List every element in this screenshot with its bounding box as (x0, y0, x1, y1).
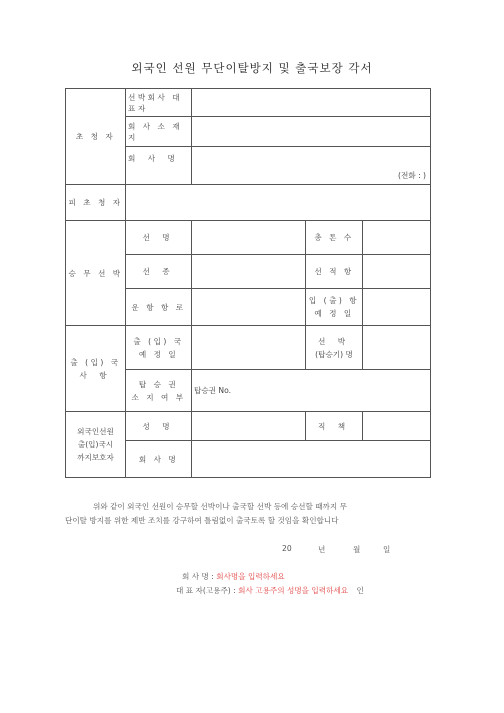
section-inviter: 초 청 자 (66, 89, 126, 185)
label-ship-name: 선 명 (126, 221, 192, 255)
label-route: 운 항 항 로 (126, 289, 192, 326)
label-company-name: 회 사 명 (126, 147, 192, 185)
label-port-date: 입 (출) 항 예 정 일 (306, 289, 363, 326)
field-guardian-name[interactable] (192, 412, 306, 441)
field-ship-type[interactable] (192, 255, 306, 289)
field-vessel-name[interactable] (363, 326, 431, 370)
label-guardian-company: 회 사 명 (126, 441, 192, 478)
field-guardian-company[interactable] (192, 441, 431, 478)
section-immigration: 출 (입) 국 사 항 (66, 326, 126, 412)
label-registry-port: 선 적 항 (306, 255, 363, 289)
row-inviter-rep (66, 89, 431, 117)
ticket-no-text: 탑승권 No. (194, 386, 232, 395)
field-ship-company-rep[interactable] (192, 89, 431, 117)
date-day: 일 (383, 545, 391, 554)
label-company-address: 회 사 소 재 지 (126, 117, 192, 147)
field-guardian-position[interactable] (363, 412, 431, 441)
row-immigration-date (66, 326, 431, 370)
field-ticket[interactable] (192, 370, 431, 412)
row-guardian-name (66, 412, 431, 441)
label-guardian-name: 성 명 (126, 412, 192, 441)
label-ticket: 탑 승 권 소 지 여 부 (126, 370, 192, 412)
signature-rep-line (176, 585, 364, 596)
field-port-date[interactable] (363, 289, 431, 326)
company-name-input[interactable]: 회사명을 입력하세요 (216, 572, 285, 581)
row-ship-name (66, 221, 431, 255)
page-title: 외국인 선원 무단이탈방지 및 출국보장 각서 (131, 61, 373, 75)
field-immigration-date[interactable] (192, 326, 306, 370)
pledge-statement (65, 500, 435, 528)
statement-line-1: 위와 같이 외국인 선원이 승무할 선박이나 출국할 선박 등에 승선할 때까지 무 (93, 502, 347, 511)
label-immigration-date: 출 (입) 국 예 정 일 (126, 326, 192, 370)
label-guardian-position: 직 책 (306, 412, 363, 441)
section-guardian: 외국인선원 출(입)국시 까지보호자 (66, 412, 126, 478)
label-vessel-name: 선 박 (탑승기) 명 (306, 326, 363, 370)
field-ship-name[interactable] (192, 221, 306, 255)
phone-text: (전화 : ) (398, 171, 426, 180)
signature-rep-label: 대 표 자(고용주) : (176, 586, 236, 595)
field-route[interactable] (192, 289, 306, 326)
field-company-address[interactable] (192, 117, 431, 147)
seal-mark: 인 (356, 586, 364, 595)
section-ship: 승 무 선 박 (66, 221, 126, 326)
signature-company-line (182, 571, 285, 582)
field-company-name[interactable] (192, 147, 431, 185)
pledge-form-table (65, 88, 431, 478)
rep-name-input[interactable]: 회사 고용주의 성명을 입력하세요 (238, 586, 349, 595)
row-invitee (66, 185, 431, 221)
section-invitee: 피 초 청 자 (66, 185, 126, 221)
date-year: 년 (318, 545, 326, 554)
date-month: 월 (353, 545, 361, 554)
signature-company-label: 회 사 명 : (182, 572, 214, 581)
field-tonnage[interactable] (363, 221, 431, 255)
label-ship-company-rep: 선박회사 대표자 (126, 89, 192, 117)
label-ship-type: 선 종 (126, 255, 192, 289)
field-registry-port[interactable] (363, 255, 431, 289)
field-invitee[interactable] (126, 185, 431, 221)
date-year-prefix: 20 (282, 544, 292, 553)
label-tonnage: 총 톤 수 (306, 221, 363, 255)
statement-line-2: 단이탈 방지를 위한 제반 조치를 강구하여 틀림없이 출국토록 할 것임을 확인합니다 (65, 516, 339, 525)
